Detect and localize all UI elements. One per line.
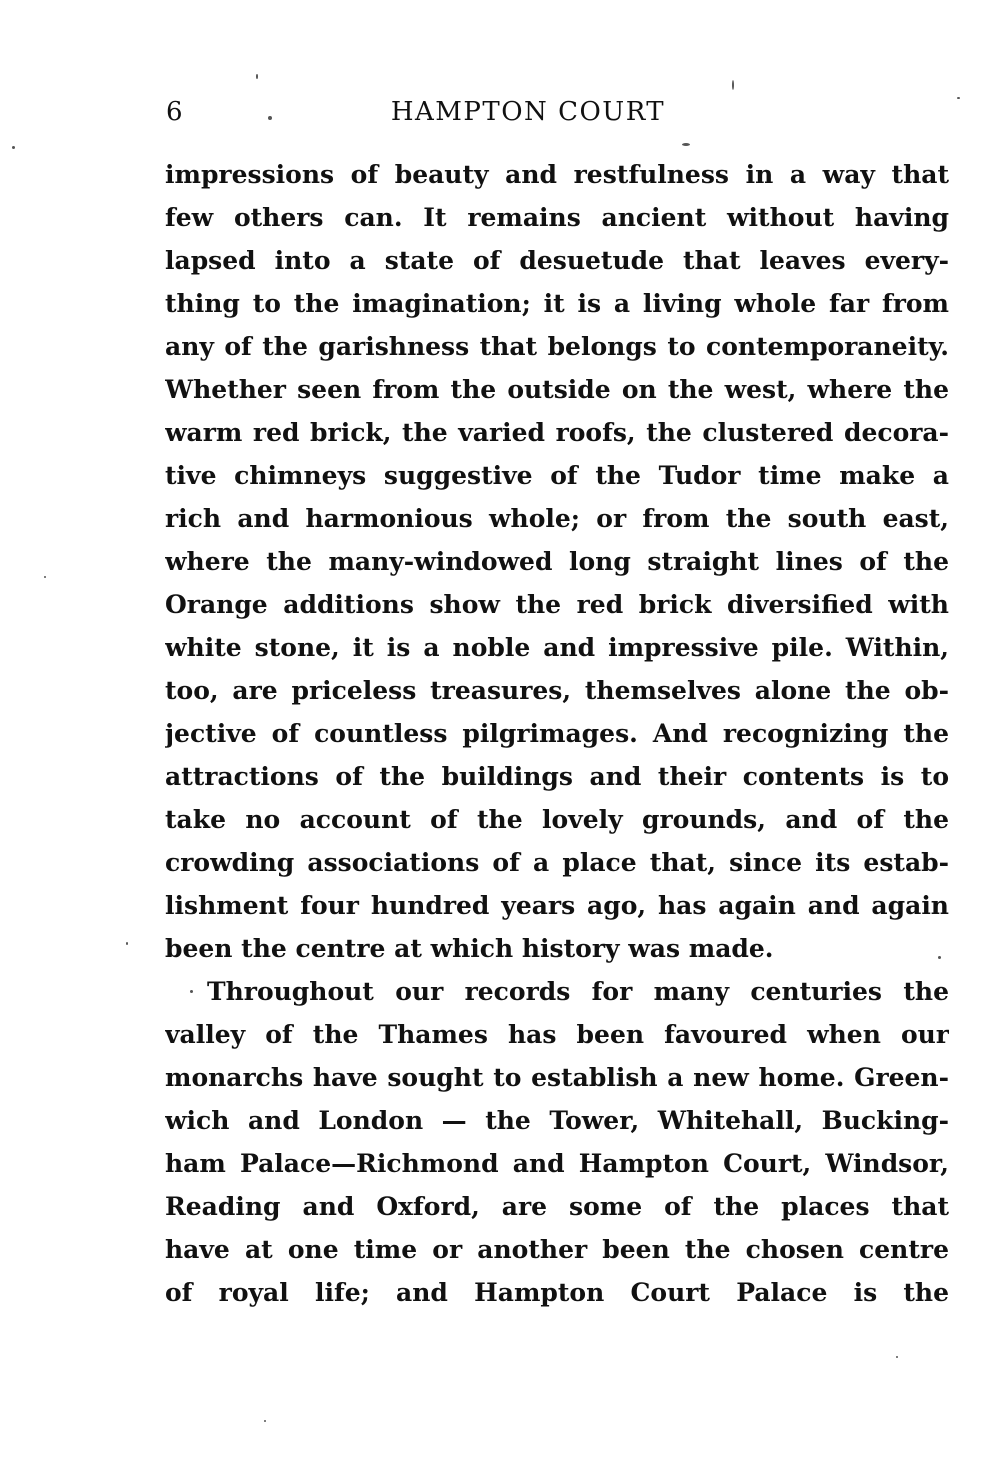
scan-speck <box>268 116 272 120</box>
text-line: impressions of beauty and restfulness in a way that <box>165 160 949 189</box>
scan-speck <box>938 956 941 959</box>
paragraph-1 <box>165 153 949 970</box>
text-line: ham Palace—Richmond and Hampton Court, Windsor, <box>165 1149 949 1178</box>
text-line: have at one time or another been the chosen centre <box>165 1235 949 1264</box>
text-line: thing to the imagination; it is a living whole far from <box>165 289 949 318</box>
text-line: been the centre at which history was made. <box>165 934 774 963</box>
text-line: lishment four hundred years ago, has again and again <box>165 891 949 920</box>
page-number: 6 <box>166 97 184 127</box>
scan-speck <box>126 942 128 945</box>
text-line: attractions of the buildings and their contents is to <box>165 762 949 791</box>
text-line: Orange additions show the red brick diversified with <box>165 590 949 619</box>
text-line: few others can. It remains ancient without having <box>165 203 949 232</box>
text-line: jective of countless pilgrimages. And recognizing the <box>165 719 949 748</box>
text-line: white stone, it is a noble and impressive pile. Within, <box>165 633 949 662</box>
text-line: wich and London — the Tower, Whitehall, Bucking- <box>165 1106 949 1135</box>
text-line: any of the garishness that belongs to contemporaneity. <box>165 332 949 361</box>
scan-speck <box>190 990 193 993</box>
scan-speck <box>896 1356 898 1358</box>
text-line: tive chimneys suggestive of the Tudor time make a <box>165 461 949 490</box>
text-line: monarchs have sought to establish a new home. Green- <box>165 1063 949 1092</box>
text-line: crowding associations of a place that, since its estab- <box>165 848 949 877</box>
scan-speck <box>256 74 258 79</box>
scan-speck <box>12 146 15 149</box>
text-line: lapsed into a state of desuetude that leaves every- <box>165 246 949 275</box>
scan-speck <box>44 576 46 578</box>
text-line: too, are priceless treasures, themselves alone the ob- <box>165 676 949 705</box>
scan-speck <box>264 1420 266 1422</box>
text-line: of royal life; and Hampton Court Palace is the <box>165 1278 949 1307</box>
scan-speck <box>732 80 734 90</box>
text-line: rich and harmonious whole; or from the south east, <box>165 504 949 533</box>
text-line: Whether seen from the outside on the west, where the <box>165 375 949 404</box>
running-head <box>163 97 949 139</box>
text-line: take no account of the lovely grounds, and of the <box>165 805 949 834</box>
text-line: where the many-windowed long straight lines of the <box>165 547 949 576</box>
paragraph-2 <box>165 970 949 1314</box>
running-title: HAMPTON COURT <box>390 97 666 127</box>
text-line: Throughout our records for many centuries the <box>207 977 949 1006</box>
text-line: valley of the Thames has been favoured when our <box>165 1020 949 1049</box>
body-text <box>165 153 949 1314</box>
scan-speck <box>682 143 690 146</box>
text-line: Reading and Oxford, are some of the places that <box>165 1192 949 1221</box>
text-line: warm red brick, the varied roofs, the clustered decora- <box>165 418 949 447</box>
scan-speck <box>957 97 960 99</box>
